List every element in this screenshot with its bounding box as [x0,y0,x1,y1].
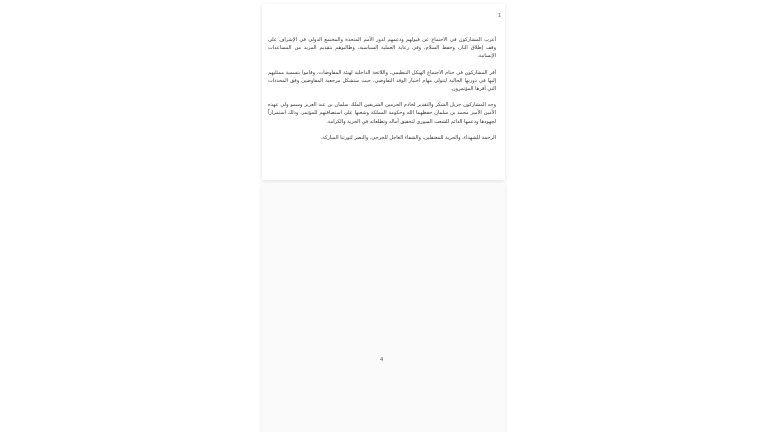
document-page-2 [262,183,505,432]
paragraph-thanks: وجه المشاركون جزيل الشكر والتقدير لخادم الحرمين الشريفين الملك سلمان بن عبد العزيز وسمو ولي عهده الأمين الأمير محمد بن سلمان حفظهما الله وحكومة المملكة وشعبها على استضافتهم للمؤتمر، وذلك استمراراً لجهودها ودعمها الدائم للشعب السوري لتحقيق آماله وتطلعاته في الحرية والكرامة. [268,102,496,125]
page-top-mark: 1 [498,13,502,19]
paragraph-un-support: أعرب المشاركون في الاجتماع عن قيولهم ودعمهم لدور الأمم المتحدة والمجتمع الدولي في الإشراف على وقف إطلاق النار، وحفظ السلام، وفي رعاية العملية السياسية، وطالبوهم بتقديم المزيد من المساعدات الإنسانية. [268,37,496,60]
paragraph-closing: الرحمة للشهداء، والحرية للمعتقلين، والشفاء العاجل للجرحى، والنصر لثورتنا المباركة. [320,134,496,141]
document-page-1 [262,4,505,180]
document-body [268,36,496,150]
paragraph-organizational-structure: أقر المشاركون في ختام الاجتماع الهيكل التنظيمي، واللائحة الداخلية لهيئة المفاوضات، وقاموا بتسمية ممثليهم إليها في دورتها الحالية لتتولى مهام اختيار الوفد التفاوضي، حيث ستشكل مرجعية المفاوضين وفق المحددات التي أقرها المؤتمرون. [268,69,496,93]
page-number: 4 [380,357,384,363]
